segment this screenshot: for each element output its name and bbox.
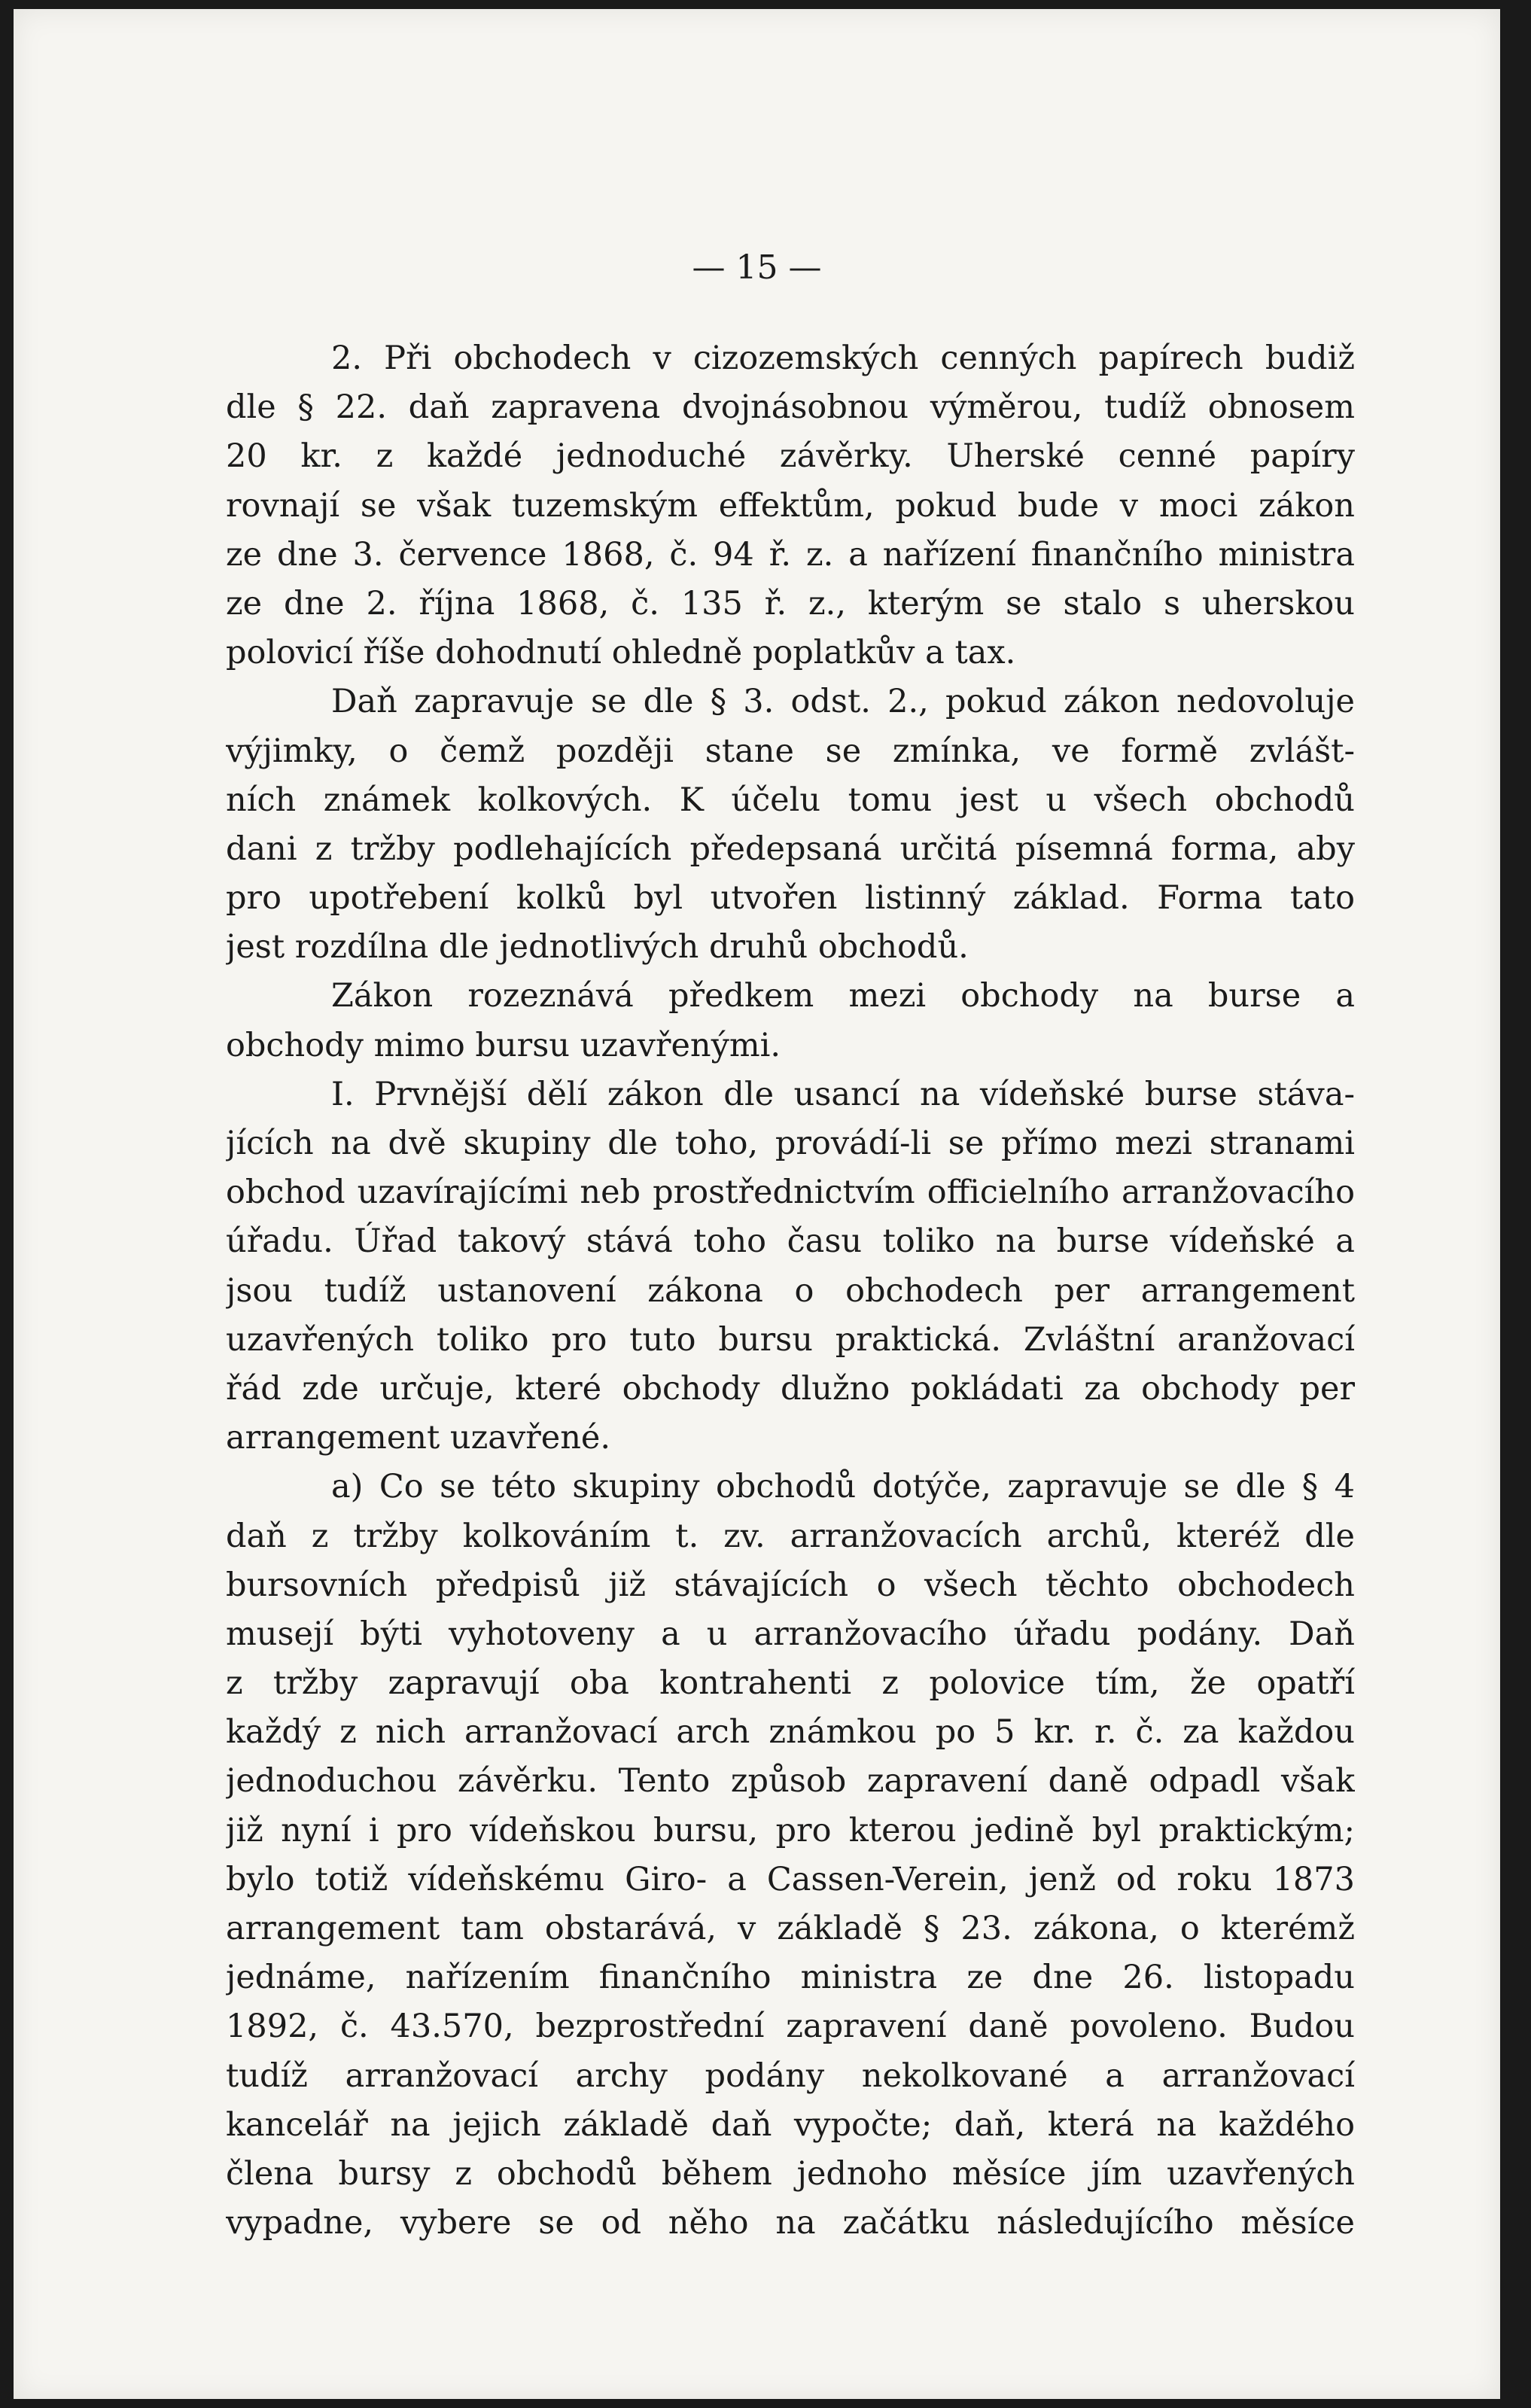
text-line: kancelář na jejich základě daň vypočte; daň, která na každého: [226, 2105, 1355, 2144]
text-line: ze dne 2. října 1868, č. 135 ř. z., kterým se stalo s uherskou: [226, 584, 1355, 623]
text-line: bursovních předpisů již stávajících o všech těchto obchodech: [226, 1566, 1355, 1604]
text-line: rovnají se však tuzemským effektům, pokud bude v moci zákon: [226, 486, 1355, 525]
text-line: jednoduchou závěrku. Tento způsob zapravení daně odpadl však: [226, 1762, 1355, 1801]
text-line: Daň zapravuje se dle § 3. odst. 2., pokud zákon nedovoluje: [331, 683, 1355, 721]
body-text: [226, 334, 1355, 2248]
text-line: řád zde určuje, které obchody dlužno pokládati za obchody per: [226, 1369, 1355, 1408]
text-line: výjimky, o čemž později stane se zmínka, ve formě zvlášt-: [226, 732, 1355, 770]
text-line: již nyní i pro vídeňskou bursu, pro kterou jedině byl praktickým;: [226, 1811, 1355, 1849]
text-line: tudíž arranžovací archy podány nekolkované a arranžovací: [226, 2056, 1355, 2095]
page-number: — 15 —: [692, 248, 822, 287]
text-line: z tržby zapravují oba kontrahenti z polovice tím, že opatří: [226, 1664, 1355, 1703]
text-line: ze dne 3. července 1868, č. 94 ř. z. a nařízení finančního ministra: [226, 535, 1355, 574]
text-line: arrangement tam obstarává, v základě § 23. zákona, o kterémž: [226, 1910, 1355, 1947]
text-line: jednáme, nařízením finančního ministra ze dne 26. listopadu: [226, 1959, 1355, 1997]
text-line: a) Co se této skupiny obchodů dotýče, zapravuje se dle § 4: [331, 1468, 1355, 1506]
text-line: dle § 22. daň zapravena dvojnásobnou výměrou, tudíž obnosem: [226, 388, 1355, 427]
text-line: polovicí říše dohodnutí ohledně poplatkův a tax.: [226, 634, 1016, 672]
book-page: [14, 9, 1500, 2399]
text-line: dani z tržby podlehajících předepsaná určitá písemná forma, aby: [226, 830, 1355, 868]
text-line: jících na dvě skupiny dle toho, provádí-li se přímo mezi stranami: [226, 1125, 1355, 1162]
text-line: obchody mimo bursu uzavřenými.: [226, 1026, 781, 1064]
text-line: 2. Při obchodech v cizozemských cenných papírech budiž: [331, 339, 1355, 377]
text-line: I. Prvnější dělí zákon dle usancí na vídeňské burse stáva-: [331, 1075, 1355, 1113]
text-line: uzavřených toliko pro tuto bursu praktická. Zvláštní aranžovací: [226, 1320, 1355, 1359]
text-line: každý z nich arranžovací arch známkou po 5 kr. r. č. za každou: [226, 1713, 1355, 1752]
text-line: jsou tudíž ustanovení zákona o obchodech per arrangement: [226, 1271, 1355, 1310]
text-line: 1892, č. 43.570, bezprostřední zapravení daně povoleno. Budou: [226, 2008, 1355, 2046]
text-line: obchod uzavírajícími neb prostřednictvím officielního arranžovacího: [226, 1174, 1355, 1212]
text-line: daň z tržby kolkováním t. zv. arranžovacích archů, kteréž dle: [226, 1517, 1355, 1555]
text-line: člena bursy z obchodů během jednoho měsíce jím uzavřených: [226, 2154, 1355, 2193]
text-line: ních známek kolkových. K účelu tomu jest u všech obchodů: [226, 781, 1355, 819]
text-line: Zákon rozeznává předkem mezi obchody na burse a: [331, 977, 1355, 1015]
text-line: pro upotřebení kolků byl utvořen listinný základ. Forma tato: [226, 879, 1355, 918]
text-line: vypadne, vybere se od něho na začátku následujícího měsíce: [226, 2204, 1355, 2242]
text-line: 20 kr. z každé jednoduché závěrky. Uherské cenné papíry: [226, 437, 1355, 476]
text-line: musejí býti vyhotoveny a u arranžovacího úřadu podány. Daň: [226, 1615, 1355, 1653]
text-line: bylo totiž vídeňskému Giro- a Cassen-Verein, jenž od roku 1873: [226, 1860, 1355, 1898]
text-line: arrangement uzavřené.: [226, 1419, 611, 1457]
text-line: jest rozdílna dle jednotlivých druhů obchodů.: [226, 928, 969, 967]
text-line: úřadu. Úřad takový stává toho času toliko na burse vídeňské a: [226, 1222, 1355, 1261]
